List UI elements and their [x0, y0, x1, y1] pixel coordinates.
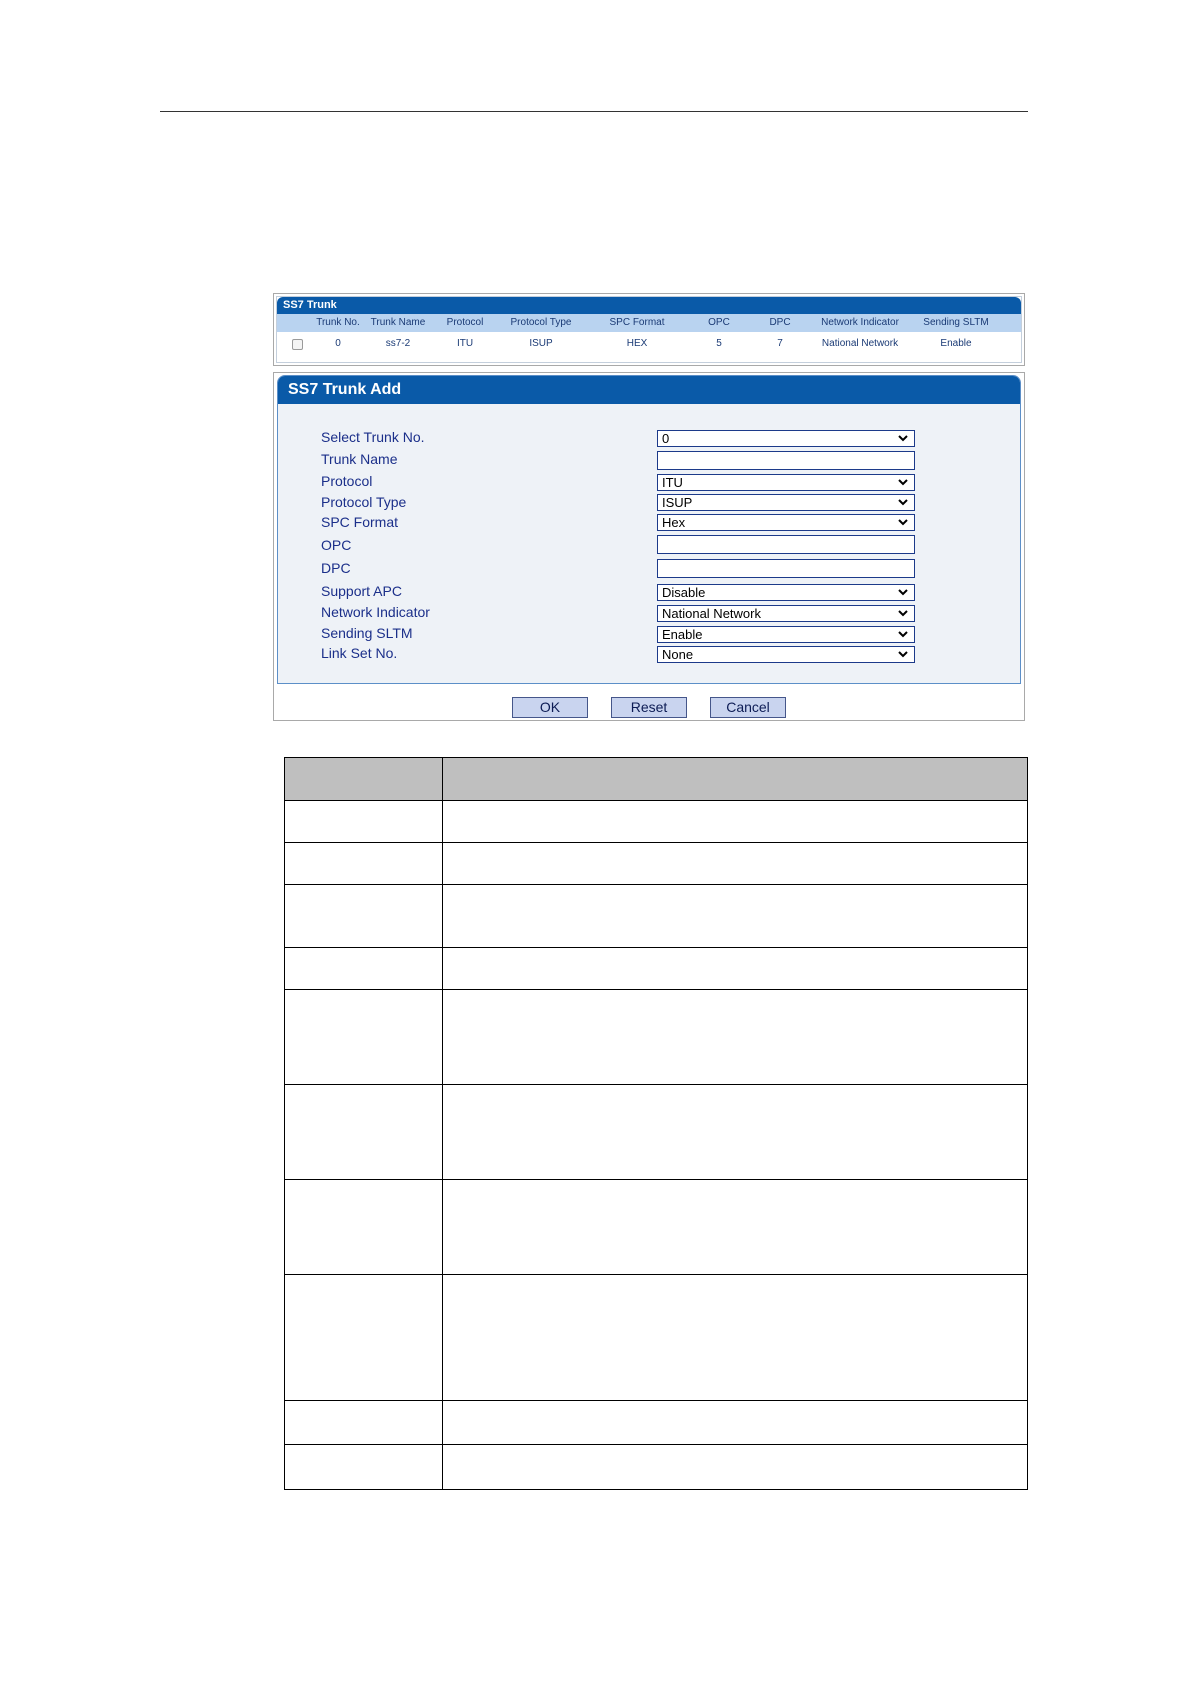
table-row-divider — [285, 800, 1027, 801]
spc-format-select[interactable] — [657, 514, 915, 531]
column-header-network-indicator: Network Indicator — [821, 317, 899, 328]
sending-sltm-label: Sending SLTM — [321, 625, 413, 641]
protocol-value: ITU — [662, 475, 683, 490]
dpc-cell: 7 — [777, 338, 783, 349]
trunk-name-cell: ss7-2 — [385, 338, 411, 349]
spc-format-cell: HEX — [626, 338, 648, 349]
table-row-divider — [285, 884, 1027, 885]
page-header-rule — [160, 111, 1028, 112]
spc-format-label: SPC Format — [321, 514, 399, 530]
network-indicator-label: Network Indicator — [321, 604, 430, 620]
protocol-type-select[interactable] — [657, 494, 915, 511]
opc-input[interactable] — [657, 535, 915, 554]
sending-sltm-select[interactable] — [657, 626, 915, 643]
dpc-input[interactable] — [657, 559, 915, 578]
link-set-no-label: Link Set No. — [321, 645, 398, 661]
table-row-divider — [285, 1084, 1027, 1085]
trunk-name-input[interactable] — [657, 451, 915, 470]
table-row — [277, 333, 1021, 355]
ss7-trunk-add-panel — [273, 372, 1025, 721]
row-select-checkbox[interactable] — [292, 339, 303, 350]
chevron-down-icon — [898, 497, 908, 507]
link-set-no-value: None — [662, 647, 694, 662]
dpc-label: DPC — [321, 560, 351, 576]
table-row-divider — [285, 989, 1027, 990]
column-header-dpc: DPC — [769, 317, 791, 328]
opc-label: OPC — [321, 537, 352, 553]
chevron-down-icon — [898, 587, 908, 597]
ss7-trunk-add-form — [277, 375, 1021, 684]
trunk-name-label: Trunk Name — [321, 451, 398, 467]
spc-format-value: Hex — [662, 515, 686, 530]
ss7-trunk-list-panel — [273, 293, 1025, 366]
table-row-divider — [285, 1274, 1027, 1275]
chevron-down-icon — [898, 649, 908, 659]
column-header-trunk-no: Trunk No. — [316, 317, 360, 328]
ss7-trunk-list-frame — [276, 296, 1022, 363]
table-row-divider — [285, 947, 1027, 948]
column-header-trunk-name: Trunk Name — [370, 317, 426, 328]
select-trunk-no-select[interactable] — [657, 430, 915, 447]
column-header-sending-sltm: Sending SLTM — [923, 317, 989, 328]
column-header-spc-format: SPC Format — [609, 317, 665, 328]
network-indicator-select[interactable] — [657, 605, 915, 622]
select-trunk-no-value: 0 — [662, 431, 670, 446]
reset-button[interactable]: Reset — [611, 697, 687, 718]
table-row-divider — [285, 842, 1027, 843]
chevron-down-icon — [898, 477, 908, 487]
chevron-down-icon — [898, 433, 908, 443]
parameter-table — [284, 757, 1028, 1490]
opc-cell: 5 — [716, 338, 722, 349]
protocol-type-value: ISUP — [662, 495, 693, 510]
sending-sltm-value: Enable — [662, 627, 703, 642]
table-row-divider — [285, 1444, 1027, 1445]
protocol-type-cell: ISUP — [529, 338, 553, 349]
protocol-select[interactable] — [657, 474, 915, 491]
column-header-protocol: Protocol — [446, 317, 484, 328]
chevron-down-icon — [898, 608, 908, 618]
table-row-divider — [285, 1400, 1027, 1401]
cancel-button[interactable]: Cancel — [710, 697, 786, 718]
ok-button[interactable]: OK — [512, 697, 588, 718]
column-header-protocol-type: Protocol Type — [510, 317, 572, 328]
table-column-divider — [442, 758, 443, 1489]
protocol-cell: ITU — [456, 338, 474, 349]
chevron-down-icon — [898, 517, 908, 527]
link-set-no-select[interactable] — [657, 646, 915, 663]
network-indicator-value: National Network — [662, 606, 761, 621]
select-trunk-no-label: Select Trunk No. — [321, 429, 425, 445]
parameter-table-header — [285, 758, 1027, 800]
support-apc-label: Support APC — [321, 583, 402, 599]
ss7-trunk-add-title: SS7 Trunk Add — [278, 376, 1020, 404]
protocol-label: Protocol — [321, 473, 373, 489]
ss7-trunk-list-title: SS7 Trunk — [277, 297, 1021, 314]
trunk-list-column-header — [277, 314, 1021, 332]
chevron-down-icon — [898, 629, 908, 639]
protocol-type-label: Protocol Type — [321, 494, 407, 510]
network-indicator-cell: National Network — [821, 338, 899, 349]
table-row-divider — [285, 1179, 1027, 1180]
column-header-opc: OPC — [708, 317, 730, 328]
trunk-no-cell: 0 — [335, 338, 341, 349]
support-apc-value: Disable — [662, 585, 706, 600]
sending-sltm-cell: Enable — [940, 338, 972, 349]
support-apc-select[interactable] — [657, 584, 915, 601]
